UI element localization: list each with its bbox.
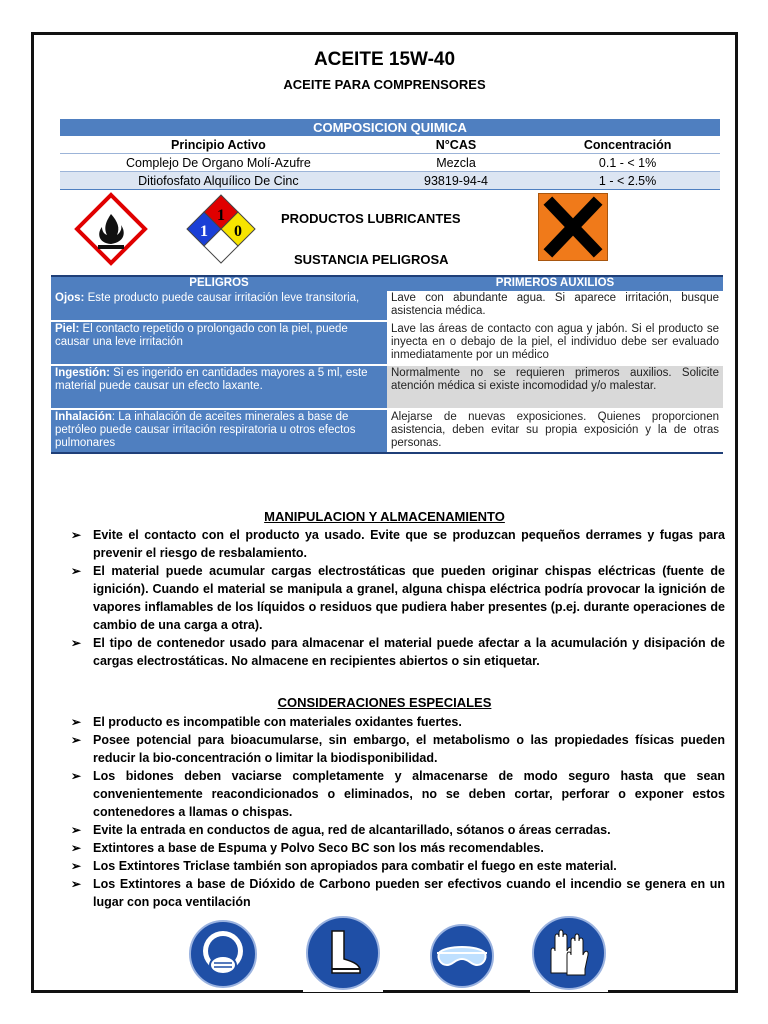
first-aid-text: Lave con abundante agua. Si aparece irritación, busque asistencia médica. bbox=[387, 291, 723, 321]
bullet-arrow-icon: ➢ bbox=[71, 769, 82, 783]
gloves-icon bbox=[529, 913, 609, 993]
hazard-label: Inhalación bbox=[55, 411, 112, 423]
flame-icon bbox=[74, 192, 148, 266]
hazard-label: Piel: bbox=[55, 323, 80, 335]
column-header: Principio Activo bbox=[60, 136, 377, 154]
productos-label: PRODUCTOS LUBRICANTES bbox=[281, 211, 461, 226]
manipulacion-title: MANIPULACION Y ALMACENAMIENTO bbox=[264, 509, 505, 524]
hazards-table bbox=[51, 275, 723, 454]
table-row bbox=[51, 321, 723, 365]
consideraciones-list bbox=[71, 713, 725, 911]
column-header: N°CAS bbox=[377, 136, 535, 154]
bullet-arrow-icon: ➢ bbox=[71, 733, 82, 747]
hazard-label: Ojos: bbox=[55, 292, 85, 304]
nfpa-flammability: 1 bbox=[217, 207, 225, 224]
peligros-header: PELIGROS bbox=[51, 276, 387, 291]
mask-icon bbox=[188, 919, 258, 989]
product-subtitle: ACEITE PARA COMPRENSORES bbox=[283, 77, 486, 92]
list-item: ➢ Los bidones deben vaciarse completamente y almacenarse de modo seguro hasta que sean convenientemente reacondicionados o eliminados, no se deben cortar, perforar o exponer estos contenedores a llamas o chispas. bbox=[71, 769, 725, 819]
consideraciones-title: CONSIDERACIONES ESPECIALES bbox=[277, 695, 492, 710]
list-item: ➢ Extintores a base de Espuma y Polvo Seco BC son los más recomendables. bbox=[71, 841, 544, 855]
bullet-arrow-icon: ➢ bbox=[71, 859, 82, 873]
table-row bbox=[51, 365, 723, 409]
nfpa-reactivity: 0 bbox=[234, 223, 242, 240]
irritant-x-icon bbox=[538, 193, 608, 261]
bullet-arrow-icon: ➢ bbox=[71, 823, 82, 837]
list-item: ➢ El producto es incompatible con materiales oxidantes fuertes. bbox=[71, 715, 462, 729]
hazard-text: El contacto repetido o prolongado con la piel, puede causar una leve irritación bbox=[55, 323, 348, 348]
first-aid-text: Normalmente no se requieren primeros auxilios. Solicite atención médica si existe incomodidad y/o malestar. bbox=[387, 365, 723, 409]
bullet-arrow-icon: ➢ bbox=[71, 636, 82, 650]
sustancia-label: SUSTANCIA PELIGROSA bbox=[294, 252, 449, 267]
list-item: ➢ El tipo de contenedor usado para almacenar el material puede afectar a la acumulación y disipación de cargas electrostáticas. No almacene en recipientes abiertos o sin etiquetar. bbox=[71, 636, 725, 668]
bullet-arrow-icon: ➢ bbox=[71, 528, 82, 542]
hazard-label: Ingestión: bbox=[55, 367, 110, 379]
primeros-auxilios-header: PRIMEROS AUXILIOS bbox=[387, 276, 723, 291]
hazard-text: Este producto puede causar irritación leve transitoria, bbox=[84, 292, 360, 304]
manipulacion-list bbox=[71, 526, 725, 670]
list-item: ➢ El material puede acumular cargas electrostáticas que pueden originar chispas eléctricas (fuente de ignición). Cuando el material se manipula a granel, alguna chispa eléctrica podría provocar la ignición de vapores inflamables de los líquidos o residuos que pudiera haber presentes (p.ej. durante operaciones de cambio de una carga a otra). bbox=[71, 564, 725, 632]
list-item: ➢ Los Extintores Triclase también son apropiados para combatir el fuego en este material. bbox=[71, 859, 617, 873]
bullet-arrow-icon: ➢ bbox=[71, 715, 82, 729]
list-item: ➢ Los Extintores a base de Dióxido de Carbono pueden ser efectivos cuando el incendio se genera en un lugar con poca ventilación bbox=[71, 877, 725, 909]
safety-sheet bbox=[31, 32, 738, 993]
goggles-icon bbox=[429, 923, 495, 989]
table-cell: 1 - < 2.5% bbox=[535, 172, 720, 190]
table-row bbox=[51, 291, 723, 321]
table-cell: 0.1 - < 1% bbox=[535, 154, 720, 172]
list-item: ➢ Evite la entrada en conductos de agua, red de alcantarillado, sótanos o áreas cerradas. bbox=[71, 823, 611, 837]
hazard-text: Si es ingerido en cantidades mayores a 5 ml, este material puede causar un efecto laxante. bbox=[55, 367, 368, 392]
table-cell: Ditiofosfato Alquílico De Cinc bbox=[60, 172, 377, 190]
composition-header: COMPOSICION QUIMICA bbox=[60, 119, 720, 136]
list-item: ➢ Posee potencial para bioacumularse, sin embargo, el metabolismo o las propiedades físicas pueden reducir la bio-concentración o limitar la biodisponibilidad. bbox=[71, 733, 725, 765]
composition-table bbox=[60, 119, 720, 190]
first-aid-text: Alejarse de nuevas exposiciones. Quienes proporcionen asistencia, deben evitar su propia exposición y la de otras personas. bbox=[387, 409, 723, 453]
bullet-arrow-icon: ➢ bbox=[71, 564, 82, 578]
bullet-arrow-icon: ➢ bbox=[71, 877, 82, 891]
table-row bbox=[51, 409, 723, 453]
bullet-arrow-icon: ➢ bbox=[71, 841, 82, 855]
column-header: Concentración bbox=[535, 136, 720, 154]
first-aid-text: Lave las áreas de contacto con agua y jabón. Si el producto se inyecta en o debajo de la piel, el individuo debe ser evaluado inmediatamente por un médico bbox=[387, 321, 723, 365]
table-cell: 93819-94-4 bbox=[377, 172, 535, 190]
boots-icon bbox=[302, 913, 384, 993]
nfpa-health: 1 bbox=[200, 223, 208, 240]
product-title: ACEITE 15W-40 bbox=[313, 49, 456, 70]
table-cell: Complejo De Organo Molí-Azufre bbox=[60, 154, 377, 172]
table-row bbox=[60, 154, 720, 172]
table-cell: Mezcla bbox=[377, 154, 535, 172]
list-item: ➢ Evite el contacto con el producto ya usado. Evite que se produzcan pequeños derrames y fugas para prevenir el riesgo de resbalamiento. bbox=[71, 528, 725, 560]
table-row bbox=[60, 172, 720, 190]
hazard-text: : La inhalación de aceites minerales a base de petróleo puede causar irritación respiratoria u otros efectos pulmonares bbox=[55, 411, 356, 449]
nfpa-diamond-icon bbox=[185, 193, 257, 265]
